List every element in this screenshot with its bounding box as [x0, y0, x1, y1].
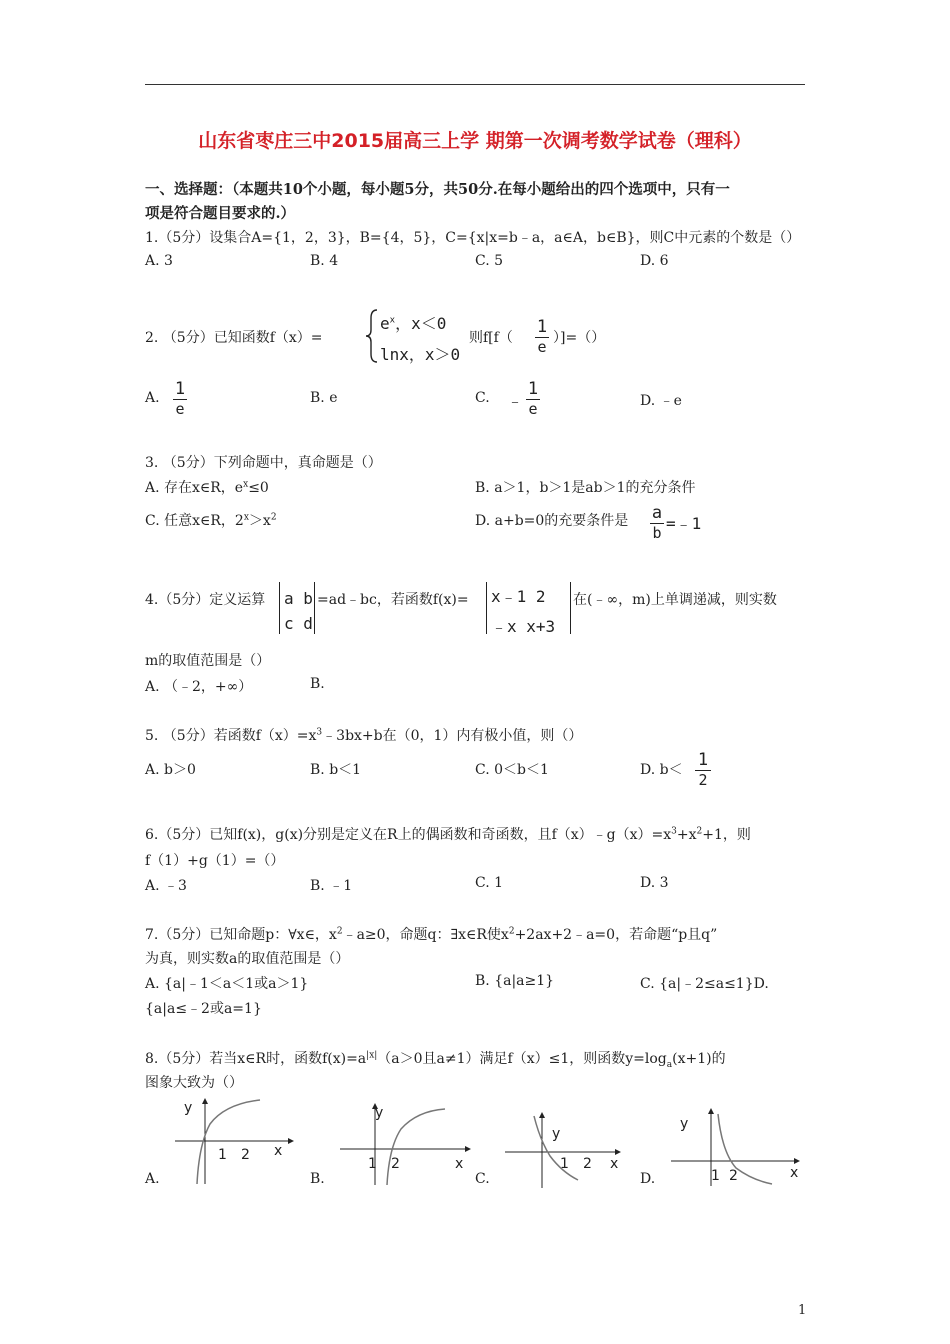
svg-text:1: 1 [560, 1156, 569, 1172]
q2-stem-suffix: ）]=（） [553, 330, 606, 346]
q3-option-d-fraction: a b [651, 503, 663, 542]
q2-option-c-sign: ﹣ [507, 391, 524, 410]
svg-text:1: 1 [711, 1168, 720, 1184]
q8-graph-a [170, 1092, 300, 1188]
q7-option-a: A. {a|﹣1＜a＜1或a＞1} [145, 976, 309, 992]
q6-stem: 6.（5分）已知f(x)，g(x)分别是定义在R上的偶函数和奇函数，且$f(x)﹣g(x)=x^3+x^2+1$，则 [145, 826, 751, 843]
q8-graph-c [500, 1110, 630, 1190]
q8-option-b: B. [310, 1171, 325, 1187]
q4-det1-right-bar [314, 582, 315, 634]
q2-option-c-label: C. [475, 390, 490, 406]
svg-text:x: x [790, 1165, 799, 1181]
q7-option-c: C. {a|﹣2≤a≤1}D. [640, 976, 769, 992]
q3-option-d-suffix: =﹣1 [666, 514, 702, 533]
q4-det1-left-bar [279, 582, 280, 634]
q2-brace [365, 308, 379, 364]
q8-option-a: A. [145, 1171, 160, 1187]
q3-option-b: B. a＞1，b＞1是ab＞1的充分条件 [475, 480, 696, 496]
q4-stem-prefix: 4.（5分）定义运算 [145, 592, 266, 608]
q2-stem-prefix: 2. （5分）已知函数f（x）= [145, 330, 323, 346]
q2-fraction: 1 e [536, 317, 548, 356]
q4-det2-left-bar [486, 582, 487, 634]
q4-det1-row2: c d [284, 614, 313, 633]
svg-text:y: y [375, 1105, 384, 1121]
q1-option-d: D. 6 [640, 253, 669, 269]
q7-stem: 7.（5分）已知命题p：∀x∈，$x^2﹣a\ge 0$，命题q：∃x∈R使$x^2+2ax+2﹣a=0$，若命题“p且q” [145, 926, 718, 943]
svg-text:1: 1 [368, 1156, 377, 1172]
q6-option-a: A. ﹣3 [145, 878, 187, 894]
svg-text:y: y [552, 1126, 561, 1142]
q4-stem-mid: =ad﹣bc，若函数f(x)= [317, 592, 469, 608]
q5-option-b: B. b＜1 [310, 762, 362, 778]
q2-option-b: B. e [310, 390, 338, 406]
q3-option-a: A. 存在x∈R，$e^x\le 0$ [145, 479, 269, 496]
q3-option-d-prefix: D. a+b=0的充要条件是 [475, 513, 629, 529]
q7-option-b: B. {a|a≥1} [475, 973, 555, 989]
q4-det2-row1: x﹣1 2 [491, 587, 546, 606]
q8-option-c: C. [475, 1171, 490, 1187]
q4-det1-row1: a b [284, 589, 313, 608]
q4-option-b: B. [310, 676, 325, 692]
q1-option-b: B. 4 [310, 253, 339, 269]
svg-text:2: 2 [729, 1168, 738, 1184]
q3-stem: 3. （5分）下列命题中，真命题是（） [145, 455, 382, 471]
svg-text:2: 2 [241, 1147, 250, 1163]
q7-stem-line2: 为真，则实数a的取值范围是（） [145, 951, 350, 967]
q1-option-c: C. 5 [475, 253, 504, 269]
q3-option-c: C. 任意x∈R，$2^x>x^2$ [145, 512, 277, 529]
q2-option-c-fraction: 1 e [527, 379, 539, 418]
top-rule [145, 84, 805, 85]
svg-text:2: 2 [583, 1156, 592, 1172]
q8-graph-d [668, 1104, 808, 1188]
q4-det2-right-bar [570, 582, 571, 634]
q8-stem-line2: 图象大致为（） [145, 1075, 243, 1091]
svg-text:y: y [680, 1116, 689, 1132]
q5-option-a: A. b＞0 [145, 762, 196, 778]
svg-text:x: x [455, 1156, 464, 1172]
q2-stem-mid: 则f[f（ [469, 330, 513, 346]
q2-option-a-label: A. [145, 390, 160, 406]
svg-text:y: y [184, 1100, 193, 1116]
q7-option-d: {a|a≤﹣2或a=1} [145, 1001, 262, 1017]
q2-option-d: D. ﹣e [640, 393, 682, 409]
q6-stem-line2: f（1）+g（1）=（） [145, 853, 285, 869]
q4-option-a: A. （﹣2，+∞） [145, 679, 253, 695]
q6-option-b: B. ﹣1 [310, 878, 353, 894]
section-heading-line2: 项是符合题目要求的.） [145, 205, 296, 222]
svg-text:x: x [274, 1143, 283, 1159]
q1-stem: 1.（5分）设集合A={1，2，3}，B={4，5}，C={x|x=b﹣a，a∈A，b∈B}，则C中元素的个数是（） [145, 230, 801, 246]
q5-option-c: C. 0＜b＜1 [475, 762, 549, 778]
q5-stem: 5. （5分）若函数$f(x)=x^3﹣3bx+b$在（0，1）内有极小值，则（） [145, 727, 583, 744]
section-heading-line1: 一、选择题：（本题共10个小题，每小题5分，共50分.在每小题给出的四个选项中，只有一 [145, 181, 730, 198]
page-title: 山东省枣庄三中2015届高三上学 期第一次调考数学试卷（理科） [198, 130, 752, 152]
q1-option-a: A. 3 [145, 253, 173, 269]
q2-case2: lnx，x＞0 [380, 345, 461, 364]
q4-stem-suffix: 在(﹣∞，m)上单调递减，则实数 [573, 592, 777, 608]
q4-det2-row2: ﹣x x+3 [491, 617, 556, 636]
svg-text:1: 1 [218, 1147, 227, 1163]
q8-graph-b [335, 1097, 475, 1189]
q5-option-d-fraction: 1 2 [695, 751, 711, 788]
q2-case1: $e^x$，x＜0 [380, 314, 447, 333]
q8-stem: 8.（5分）若当x∈R时，函数$f(x)=a^{|x|}(a>0$且a≠1）满足f（x）≤1，则函数$y=\log_a(x+1)$的 [145, 1050, 726, 1070]
page-number: 1 [798, 1303, 807, 1318]
svg-text:x: x [610, 1156, 619, 1172]
q4-stem-line2: m的取值范围是（） [145, 653, 271, 669]
svg-text:2: 2 [391, 1156, 400, 1172]
q6-option-c: C. 1 [475, 875, 504, 891]
q5-option-d-prefix: D. b＜ [640, 762, 683, 778]
q2-option-a-fraction: 1 e [174, 379, 186, 418]
q8-option-d: D. [640, 1171, 656, 1187]
q6-option-d: D. 3 [640, 875, 669, 891]
